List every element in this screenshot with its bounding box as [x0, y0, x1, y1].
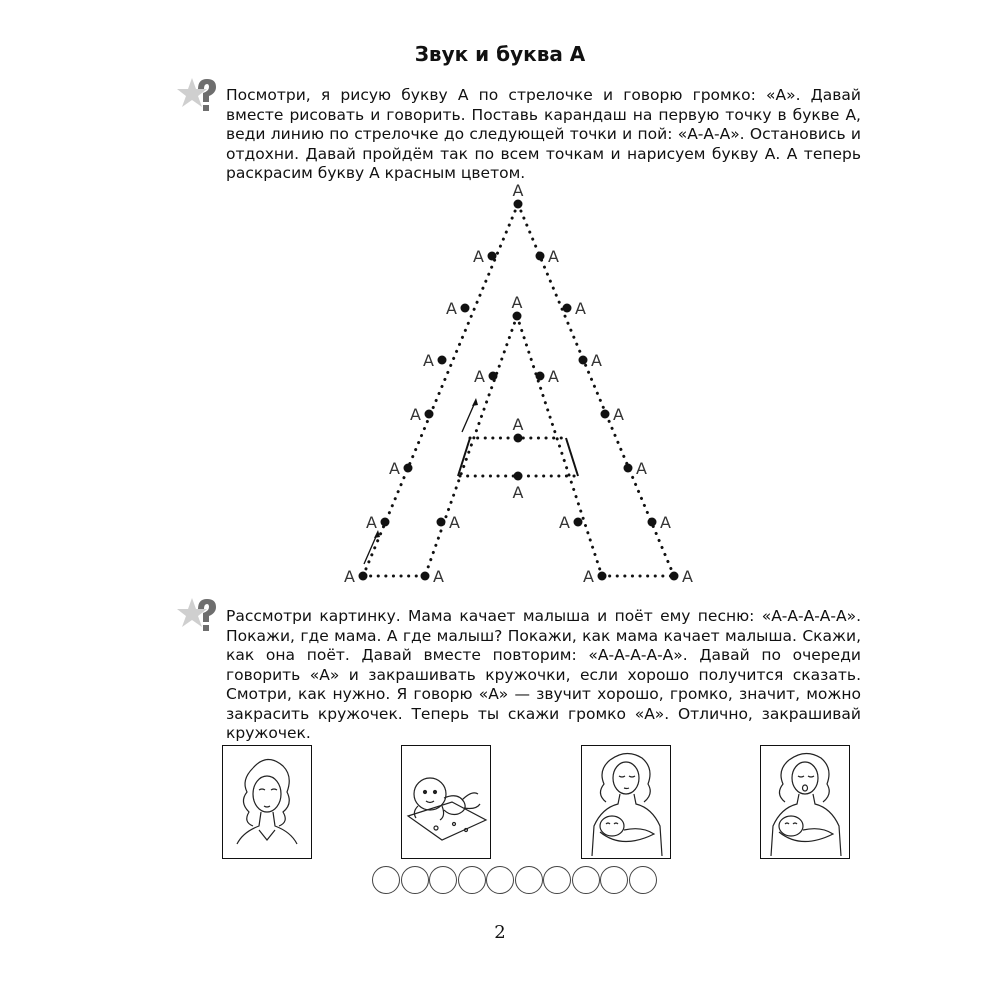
- page-title: Звук и буква А: [414, 42, 586, 66]
- trace-dot[interactable]: [536, 372, 545, 381]
- trace-dot-label: А: [512, 181, 524, 200]
- trace-dot-label: А: [446, 299, 457, 318]
- trace-dot[interactable]: [579, 356, 588, 365]
- trace-dot[interactable]: [574, 518, 583, 527]
- trace-dot[interactable]: [624, 464, 633, 473]
- trace-dot[interactable]: [513, 312, 522, 321]
- trace-dot-label: А: [548, 367, 559, 386]
- trace-dot-label: А: [512, 415, 524, 434]
- letter-a-tracing: [330, 170, 710, 590]
- trace-dot-label: А: [591, 351, 602, 370]
- sound-circle[interactable]: [429, 866, 457, 894]
- sound-circle[interactable]: [629, 866, 657, 894]
- trace-dot[interactable]: [563, 304, 572, 313]
- star-question-icon: [176, 596, 224, 636]
- arrow-icon: [462, 398, 478, 432]
- trace-dot-label: А: [511, 293, 523, 312]
- trace-dot[interactable]: [488, 252, 497, 261]
- trace-dot-label: А: [449, 513, 460, 532]
- trace-dot[interactable]: [648, 518, 657, 527]
- sound-circle[interactable]: [458, 866, 486, 894]
- task1-instructions: Посмотри, я рисую букву А по стрелочке и говорю громко: «А». Давай вместе рисовать и говорить. Поставь карандаш на первую точку в букве А, веди линию по стрелочке до следующей точки и пой: «А-А-А». Остановись и отдохни. Давай пройдём так по всем точкам и нарисуем букву А. А теперь раскрасим букву А красным цветом.: [226, 86, 861, 182]
- trace-dot-label: А: [433, 567, 444, 586]
- trace-dot-label: А: [474, 367, 485, 386]
- trace-dot-label: А: [366, 513, 377, 532]
- mother-singing-to-baby-picture: [760, 745, 850, 859]
- trace-dot[interactable]: [359, 572, 368, 581]
- trace-dot-label: А: [575, 299, 586, 318]
- sound-circle[interactable]: [401, 866, 429, 894]
- sound-circle[interactable]: [543, 866, 571, 894]
- trace-dot-label: А: [559, 513, 570, 532]
- mother-holding-baby-picture: [581, 745, 671, 859]
- mother-portrait-picture: [222, 745, 312, 859]
- trace-dot-label: А: [583, 567, 594, 586]
- trace-dot[interactable]: [514, 434, 523, 443]
- trace-dot-label: А: [389, 459, 400, 478]
- trace-dot[interactable]: [425, 410, 434, 419]
- trace-dot[interactable]: [404, 464, 413, 473]
- trace-dot-label: А: [344, 567, 355, 586]
- task2-instructions: Рассмотри картинку. Мама качает малыша и поёт ему песню: «А-А-А-А-А». Покажи, где мама. А где малыш? Покажи, как мама качает малыша. Скажи, как она поёт. Давай вместе повторим: «А-А-А-А-А». Давай по очереди говорить «А» и закрашивать кружочки, если хорошо получится сказать. Смотри, как нужно. Я говорю «А» — звучит хорошо, громко, значит, можно закрасить кружочек. Теперь ты скажи громко «А». Отлично, закрашивай кружочек.: [226, 607, 861, 742]
- arrow-icon: [364, 530, 380, 564]
- trace-dot[interactable]: [381, 518, 390, 527]
- sound-circles-row: [372, 866, 657, 894]
- trace-dot-label: А: [660, 513, 671, 532]
- trace-dot[interactable]: [598, 572, 607, 581]
- trace-dot[interactable]: [438, 356, 447, 365]
- trace-dot-label: А: [423, 351, 434, 370]
- sound-circle[interactable]: [572, 866, 600, 894]
- sound-circle[interactable]: [372, 866, 400, 894]
- sound-circle[interactable]: [486, 866, 514, 894]
- trace-dot[interactable]: [437, 518, 446, 527]
- trace-dot-label: А: [613, 405, 624, 424]
- trace-dot-label: А: [548, 247, 559, 266]
- trace-dot[interactable]: [536, 252, 545, 261]
- trace-dot[interactable]: [670, 572, 679, 581]
- trace-dot[interactable]: [489, 372, 498, 381]
- trace-dot[interactable]: [514, 472, 523, 481]
- trace-dot-label: А: [410, 405, 421, 424]
- sound-circle[interactable]: [600, 866, 628, 894]
- star-question-icon: [176, 76, 224, 116]
- sound-circle[interactable]: [515, 866, 543, 894]
- trace-dot-label: А: [473, 247, 484, 266]
- page-number: 2: [494, 922, 506, 943]
- trace-dot-label: А: [682, 567, 693, 586]
- baby-on-blanket-picture: [401, 745, 491, 859]
- trace-dot[interactable]: [601, 410, 610, 419]
- trace-dot-label: А: [512, 483, 524, 502]
- trace-dot[interactable]: [461, 304, 470, 313]
- trace-dot[interactable]: [514, 200, 523, 209]
- trace-dot-label: А: [636, 459, 647, 478]
- trace-dot[interactable]: [421, 572, 430, 581]
